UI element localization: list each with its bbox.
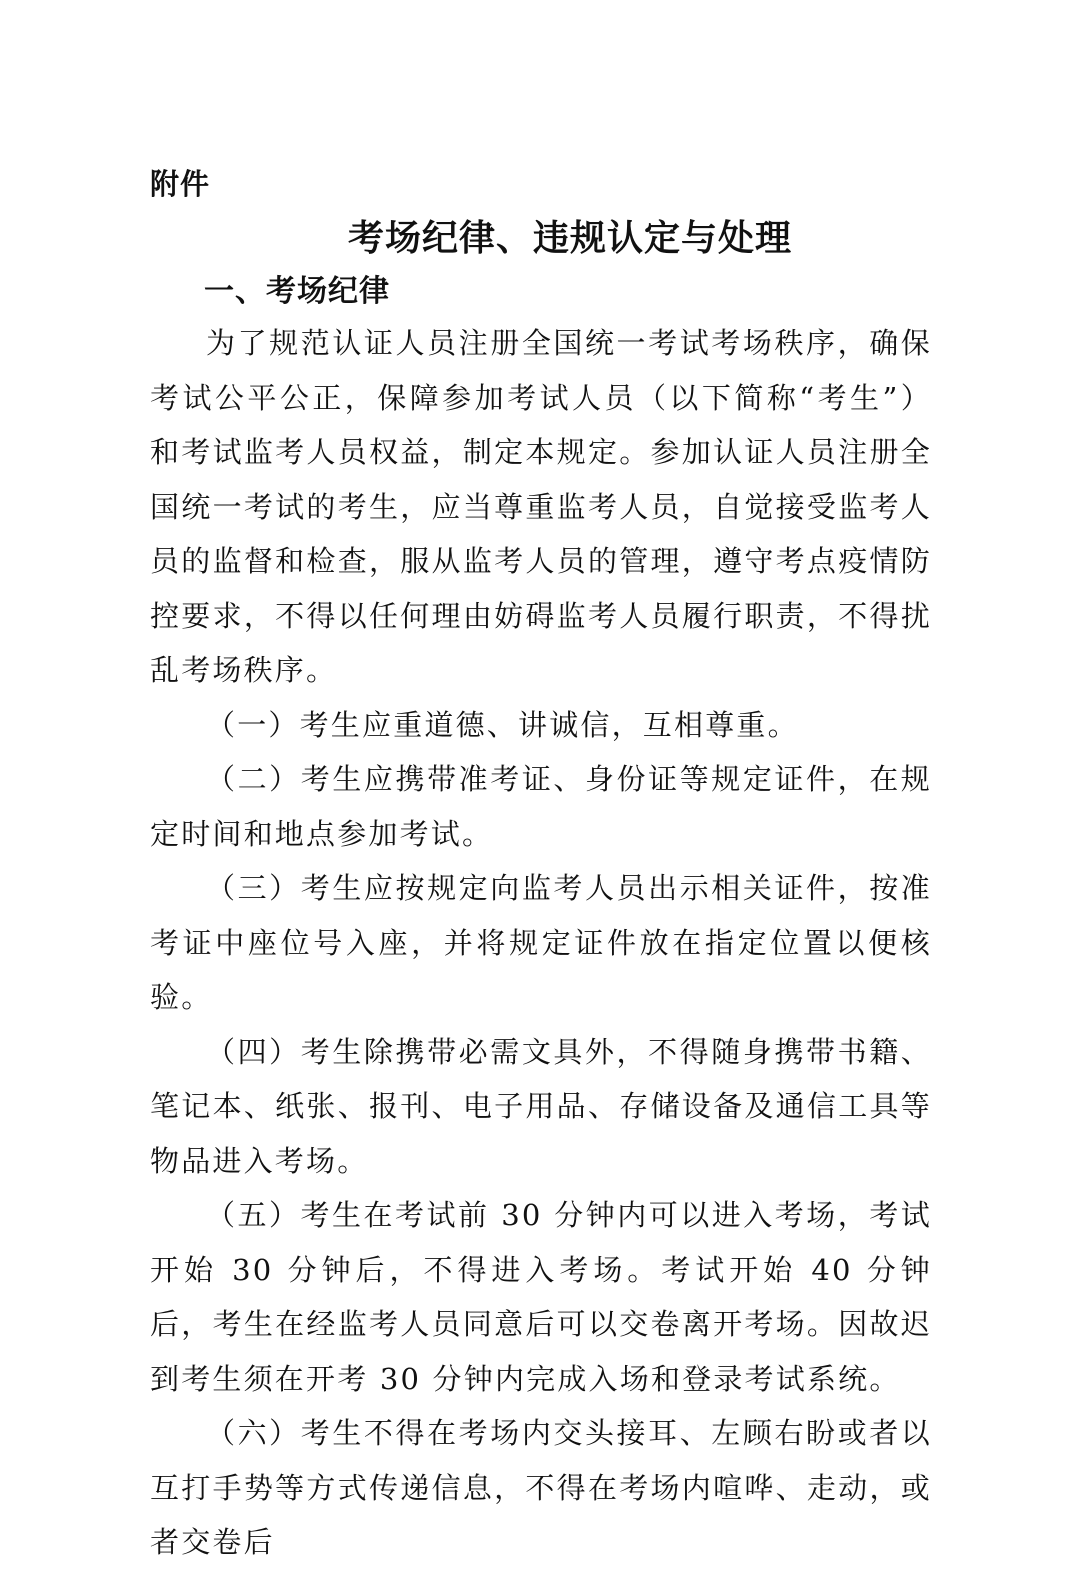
document-body <box>150 316 932 1570</box>
paragraph-rule-3: （三）考生应按规定向监考人员出示相关证件，按准考证中座位号入座，并将规定证件放在指定位置以便核验。 <box>150 871 932 1014</box>
attachment-label: 附件 <box>150 167 211 201</box>
paragraph-intro: 为了规范认证人员注册全国统一考试考场秩序，确保考试公平公正，保障参加考试人员（以下简称“考生”）和考试监考人员权益，制定本规定。参加认证人员注册全国统一考试的考生，应当尊重监考人员，自觉接受监考人员的监督和检查，服从监考人员的管理，遵守考点疫情防控要求，不得以任何理由妨碍监考人员履行职责，不得扰乱考场秩序。 <box>150 326 932 687</box>
paragraph-rule-6: （六）考生不得在考场内交头接耳、左顾右盼或者以互打手势等方式传递信息，不得在考场内喧哗、走动，或者交卷后 <box>150 1416 932 1559</box>
section-heading: 一、考场纪律 <box>204 274 390 309</box>
paragraph-rule-2: （二）考生应携带准考证、身份证等规定证件，在规定时间和地点参加考试。 <box>150 762 932 851</box>
paragraph-rule-1: （一）考生应重道德、讲诚信，互相尊重。 <box>206 707 799 742</box>
paragraph-rule-5: （五）考生在考试前 30 分钟内可以进入考场，考试开始 30 分钟后，不得进入考场。考试开始 40 分钟后，考生在经监考人员同意后可以交卷离开考场。因故迟到考生须在开考 30 分钟内完成入场和登录考试系统。 <box>150 1198 932 1396</box>
document-title: 考场纪律、违规认定与处理 <box>347 217 792 259</box>
paragraph-rule-4: （四）考生除携带必需文具外，不得随身携带书籍、笔记本、纸张、报刊、电子用品、存储设备及通信工具等物品进入考场。 <box>150 1034 932 1178</box>
